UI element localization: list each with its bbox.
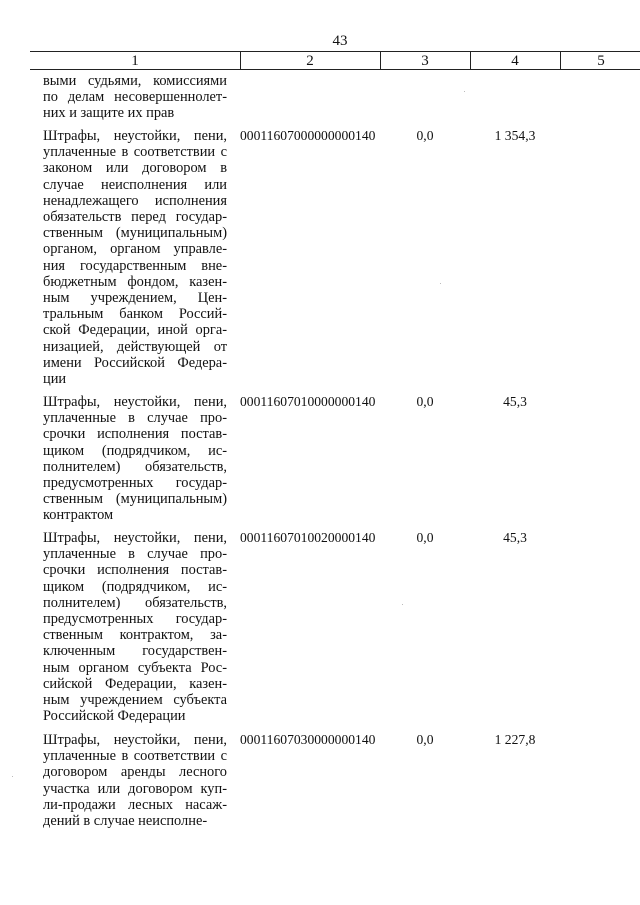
row-value-col3: 0,0 (416, 732, 434, 747)
row-value-col3: 0,0 (416, 128, 434, 143)
header-col-2: 2 (306, 53, 314, 69)
row-code: 00011607000000000140 (240, 128, 376, 143)
header-col-1: 1 (131, 53, 139, 69)
header-col-3: 3 (421, 53, 429, 69)
row-description: Штрафы, неустойки, пени, уплаченные в соответствии с законом или договором в случае неисполнения или ненадлежащего исполнения обязательств перед государ-ственным (муниципальным) органом, органом управле-ния государственным вне-бюджетным фондом, казен-ным учреждением, Цен-тральным банком Россий-ской Федерации, иной орга-низацией, действующей от имени Российской Федера-ции (43, 128, 227, 388)
row-description: выми судьями, комиссиями по делам несовершеннолет-них и защите их прав (43, 73, 227, 122)
row-description: Штрафы, неустойки, пени, уплаченные в соответствии с договором аренды лесного участка или договором куп-ли-продажи лесных насаж-дений в случае неисполне- (43, 732, 227, 830)
row-value-col4: 45,3 (503, 530, 527, 545)
table-header (30, 51, 640, 70)
scan-speck (464, 91, 465, 92)
header-col-4: 4 (511, 53, 519, 69)
scan-speck (402, 604, 403, 605)
row-description: Штрафы, неустойки, пени, уплаченные в случае про-срочки исполнения постав-щиком (подрядчиком, ис-полнителем) обязательств, предусмотренных государ-ственным (муниципальным) контрактом (43, 394, 227, 524)
scan-speck (12, 776, 13, 777)
header-col-5: 5 (597, 53, 605, 69)
scan-speck (440, 283, 441, 284)
row-description: Штрафы, неустойки, пени, уплаченные в случае про-срочки исполнения постав-щиком (подрядчиком, ис-полнителем) обязательств, предусмотренных государ-ственным контрактом, за-ключенным государствен-ным органом субъекта Рос-сийской Федерации, казен-ным учреждением субъекта Российской Федерации (43, 530, 227, 725)
page-number: 43 (332, 33, 348, 49)
row-value-col3: 0,0 (416, 530, 434, 545)
row-code: 00011607010020000140 (240, 530, 376, 545)
row-code: 00011607030000000140 (240, 732, 376, 747)
row-value-col4: 45,3 (503, 394, 527, 409)
row-value-col3: 0,0 (416, 394, 434, 409)
row-code: 00011607010000000140 (240, 394, 376, 409)
row-value-col4: 1 354,3 (494, 128, 536, 143)
row-value-col4: 1 227,8 (494, 732, 536, 747)
